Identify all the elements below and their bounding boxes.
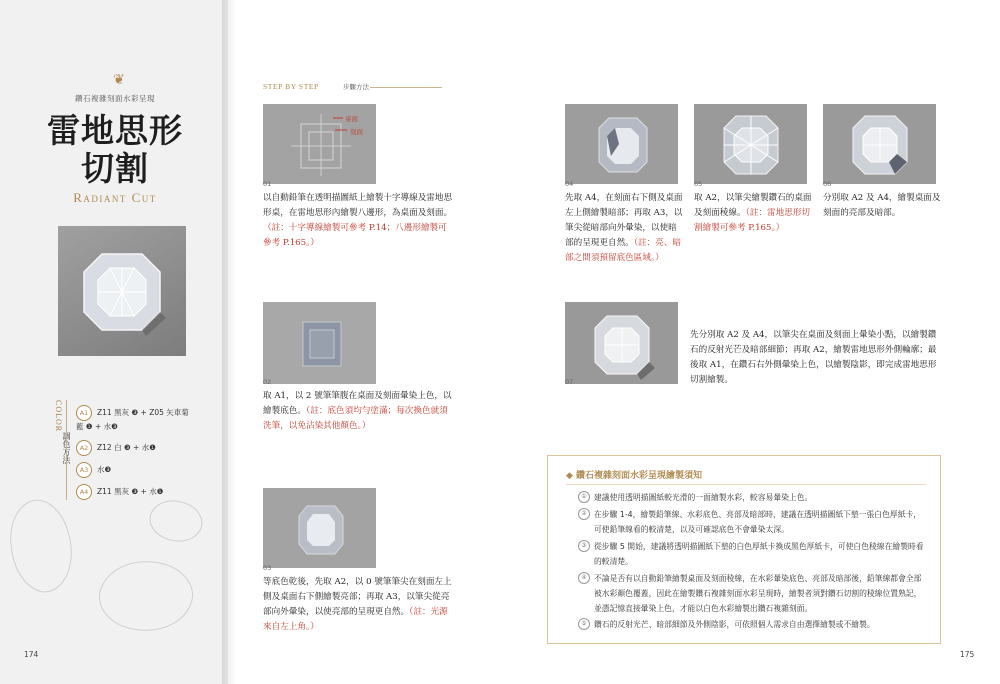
notice-item [578,571,928,616]
step-header: STEP BY STEP [263,82,319,91]
color-divider [66,400,67,500]
diamond-illustration [823,104,936,184]
spine-shadow [222,0,236,684]
step-note: （註：亮、暗部之間須預留底色區域。） [565,238,682,263]
notice-text: 建議使用透明描圖紙較光滑的一面繪製水彩，較容易暈染上色。 [594,493,813,502]
color-label-en: COLOR [54,400,63,433]
step-header-cn: 步驟方法 [343,83,369,91]
step-02-image [263,302,376,384]
diamond-illustration [565,104,678,184]
finished-diamond-photo [58,226,186,356]
color-row [76,462,111,478]
step-03-image [263,488,376,568]
title-line-1: 雷地思形 [47,111,183,150]
step-04-image [565,104,678,184]
step-body: 等底色乾後，先取 A2，以 0 號筆筆尖在刻面左上側及桌面右下側繪製亮部；再取 A3，以筆尖從亮部向外暈染，以使亮部的呈現更自然。 [263,577,452,617]
step-number: 03 [263,564,272,572]
label-table: 桌面 [345,115,358,123]
notice-item [578,490,928,505]
diamond-illustration [263,488,376,568]
color-row [76,405,196,432]
step-note: （註：光源來自左上角。） [263,607,448,632]
step-01-text [263,191,453,251]
color-recipe: Z11 黑灰 ❸ + 水❶ [97,487,164,496]
step-body: 取 A1，以 2 號筆筆腹在桌面及刻面暈染上色，以繪製底色。 [263,391,452,416]
notice-text: 在步驟 1-4，繪製鉛筆線、水彩底色、亮部及暗部時，建議在透明描圖紙下墊一張白色厚紙卡，可使鉛筆線看的較清楚，以及可確認底色不會暈染太深。 [594,510,922,534]
step-number: 02 [263,378,272,386]
notice-text: 鑽石的反射光芒、暗部細節及外側陰影，可依照個人需求自由選擇繪製或不繪製。 [594,620,875,629]
color-badge: A4 [76,484,92,500]
color-row [76,484,163,500]
notice-number: ⑤ [578,618,590,630]
step-note: （註：雷地思形切割繪製可參考 P.165。） [694,208,811,233]
step-number: 06 [823,180,832,188]
color-recipe: Z12 白 ❸ + 水❶ [97,443,156,452]
header-rule [370,87,442,88]
notice-rule [566,484,926,485]
step-04-text [565,191,683,266]
step-01-image [263,104,376,184]
title-line-2: 切割 [81,149,149,188]
step-body: 以自動鉛筆在透明描圖紙上繪製十字導線及雷地思形桌，在雷地思形內繪製八邊形，為桌面及刻面。 [263,193,453,218]
notice-title: ◆ 鑽石複雜刻面水彩呈現繪製須知 [566,471,703,481]
page-subtitle-en: Radiant Cut [73,190,157,205]
color-badge: A3 [76,462,92,478]
color-badge: A2 [76,440,92,456]
page-number-right: 175 [960,650,975,659]
color-recipe: 水❸ [97,465,112,474]
step-body: 先分別取 A2 及 A4，以筆尖在桌面及刻面上暈染小點，以繪製鑽石的反射光芒及暗部細節；再取 A2，繪製雷地思形外側輪廓；最後取 A1，在鑽石右外側暈染上色，以繪製陰影，即完成雷地思形切割繪製。 [690,330,937,385]
notice-text: 從步驟 5 開始，建議將透明描圖紙下墊的白色厚紙卡換成黑色厚紙卡，可使白色稜線在繪製時看的較清楚。 [594,542,924,566]
step-06-image [823,104,936,184]
diamond-illustration [58,226,186,356]
color-label-cn [62,432,72,464]
step-note: （註：十字導線繪製可參考 P.14；八邊形繪製可參考 P.165。） [263,223,447,248]
step-05-text [694,191,812,236]
notice-item [578,539,928,569]
notice-item [578,507,928,537]
diamond-illustration [565,302,678,384]
notice-text: 不論是否有以自動鉛筆繪製桌面及刻面稜線，在水彩暈染底色、亮部及暗部後，鉛筆線都會全部被水彩顏色覆蓋，因此在繪製鑽石複雜刻面水彩呈現時，繪製者須對鑽石切割的稜線位置熟記，並憑記憶直接暈染上色，才能以白色水彩繪製出鑽石複雜刻面。 [594,574,922,613]
notice-number: ④ [578,572,590,584]
notice-number: ② [578,508,590,520]
step-07-image [565,302,678,384]
step-body: 先取 A4，在刻面右下側及桌面左上側繪製暗部；再取 A3，以筆尖從暗部向外暈染，以使暗部的呈現更自然。 [565,193,683,248]
step-body: 分別取 A2 及 A4，繪製桌面及刻面的亮部及暗部。 [823,193,941,218]
step-02-text [263,389,453,434]
color-row [76,440,156,456]
book-subtitle: 鑽石複雜刻面水彩呈現 [75,94,155,103]
step-note: （註：底色須均勻塗滿；每次換色就須洗筆，以免沾染其他顏色。） [263,406,448,431]
label-facet: 刻面 [350,128,363,136]
step-body: 取 A2，以筆尖繪製鑽石的桌面及刻面稜線。 [694,193,812,218]
page-number-left: 174 [24,650,39,659]
diamond-illustration [694,104,807,184]
notice-number: ③ [578,540,590,552]
sketch-illustration [263,302,376,384]
step-number: 04 [565,180,574,188]
step-number: 05 [694,180,703,188]
step-number: 07 [565,378,574,386]
notice-number: ① [578,491,590,503]
logo-icon: ❦ [113,72,125,88]
color-recipe: Z11 黑灰 ❸ + Z05 矢車菊藍 ❶ + 水❸ [76,408,189,431]
step-06-text [823,191,941,221]
notice-item [578,617,928,632]
sketch-illustration [263,104,376,184]
step-03-text [263,575,453,635]
step-number: 01 [263,180,272,188]
page-title [40,112,190,188]
color-badge: A1 [76,405,92,421]
step-07-text [690,328,940,388]
step-05-image [694,104,807,184]
